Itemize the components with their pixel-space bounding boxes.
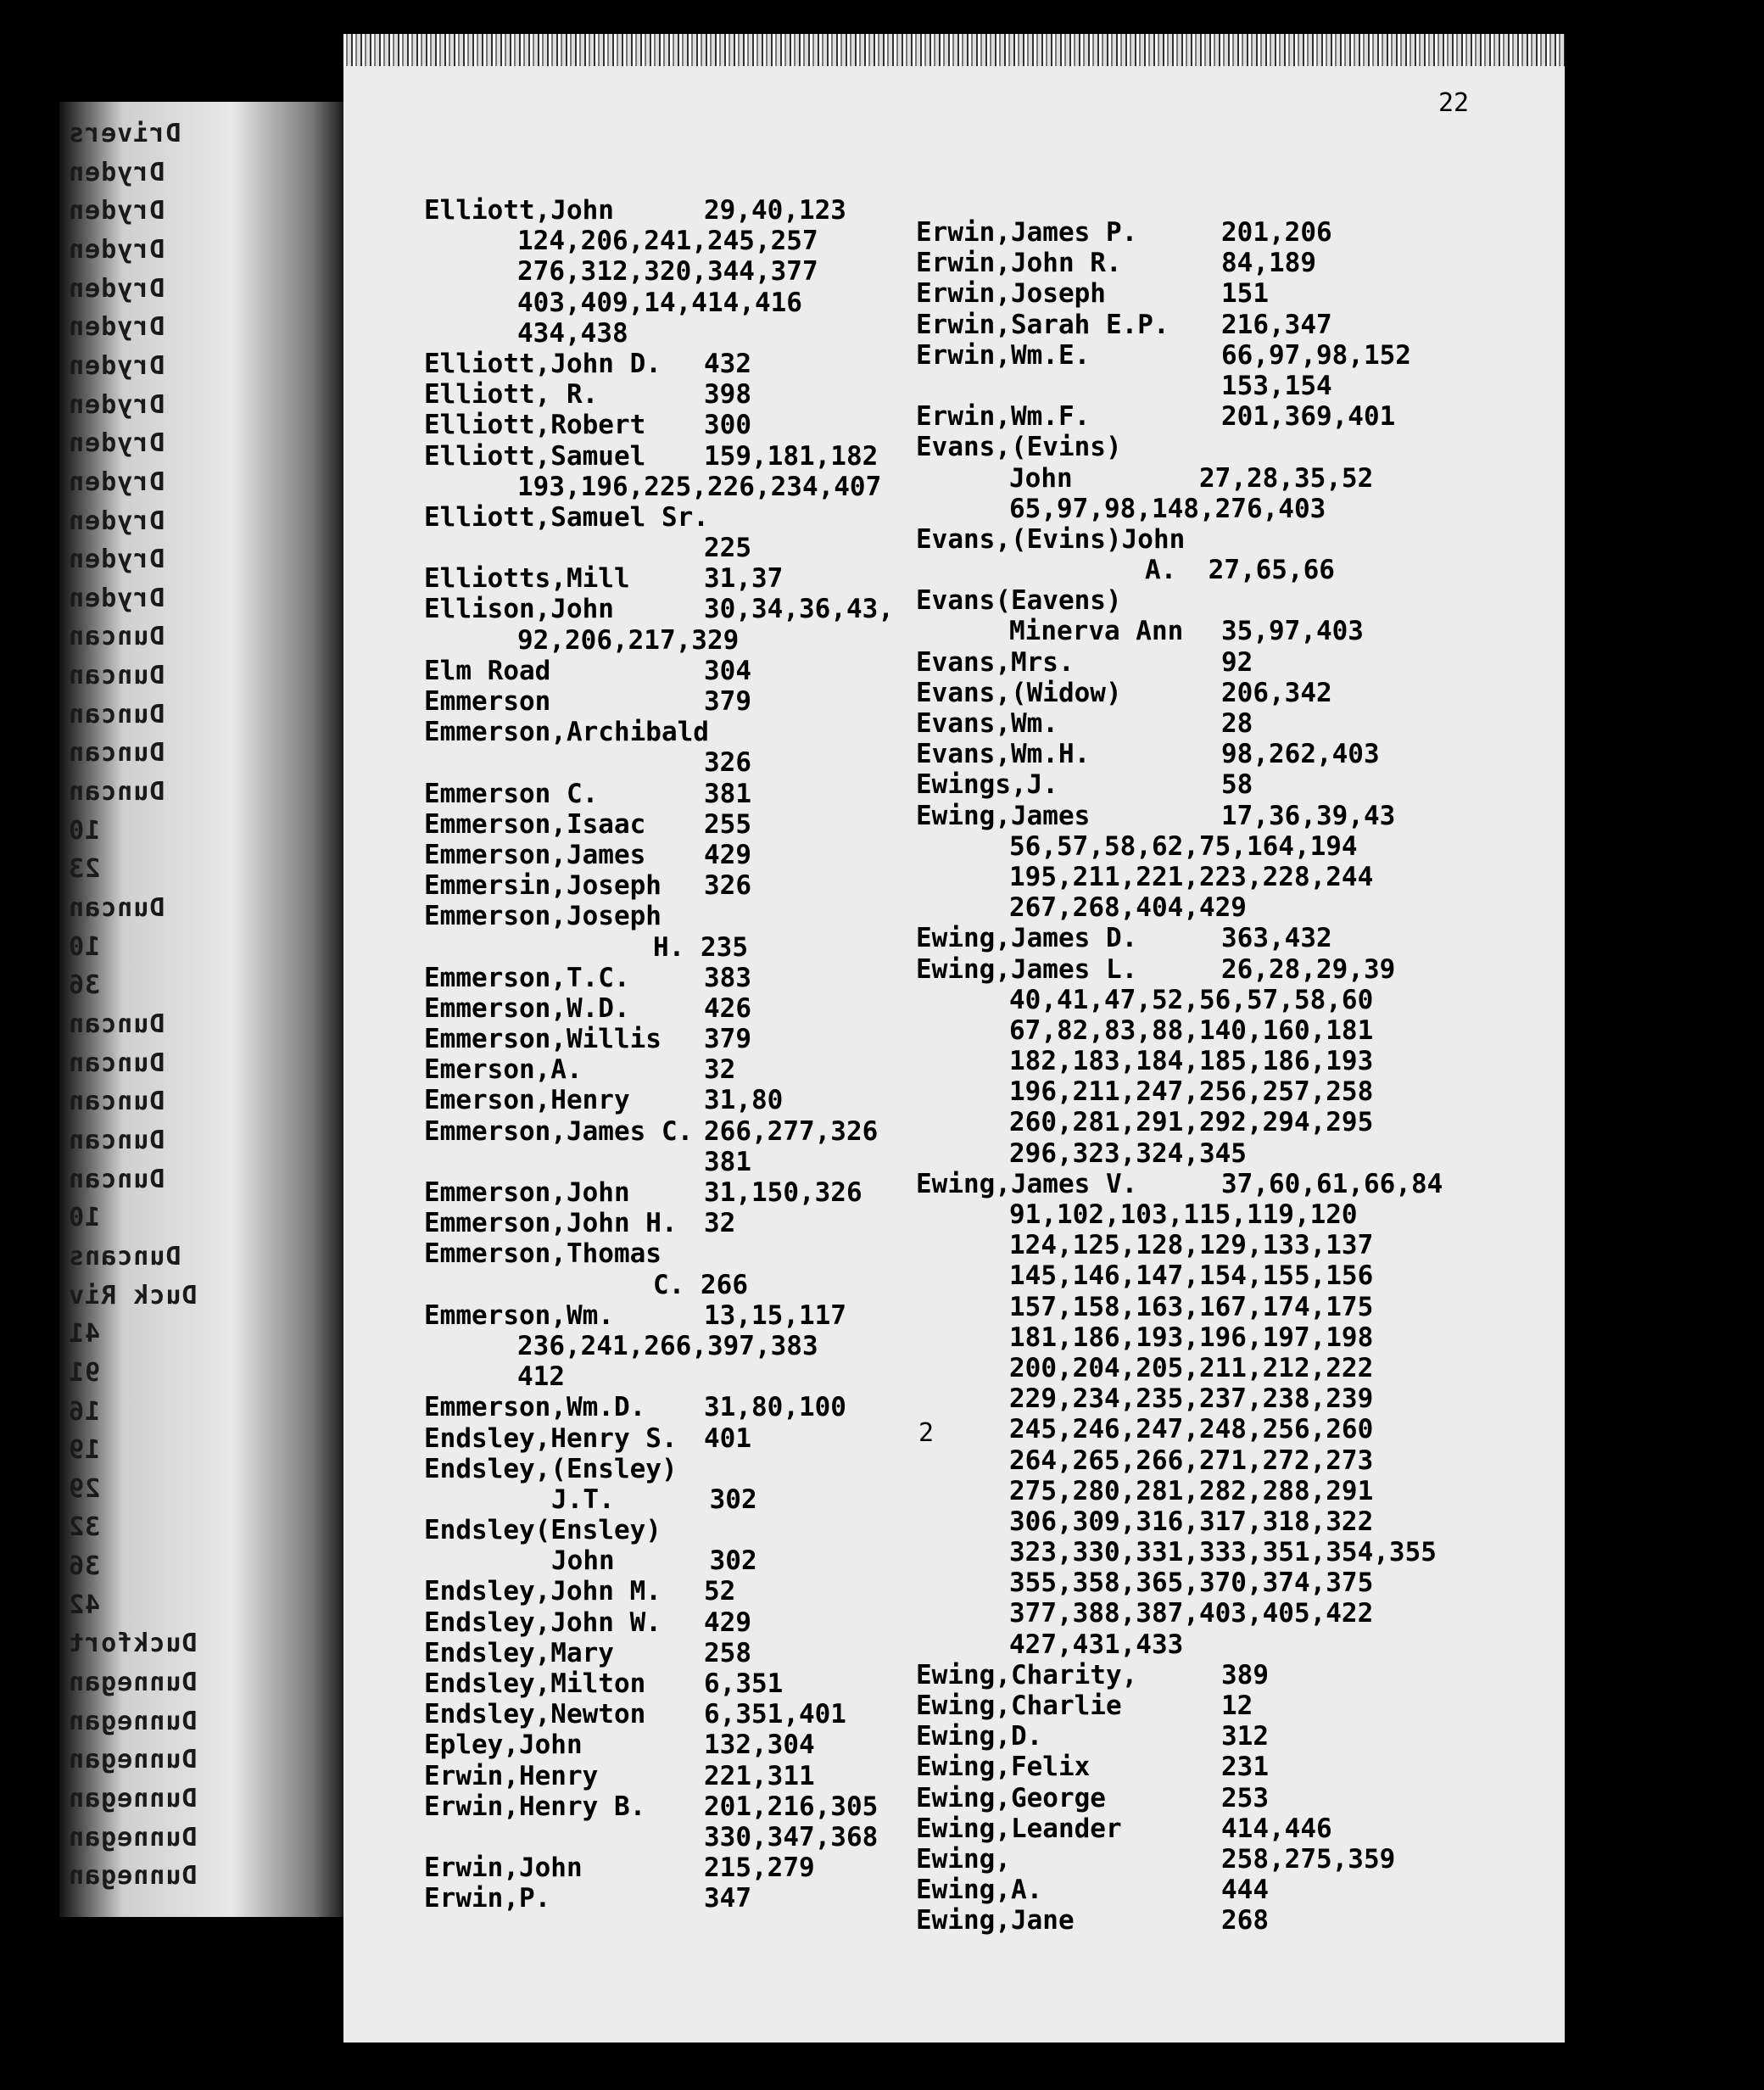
- entry-name: Evans,Wm.: [916, 708, 1058, 739]
- bleed-through-text: Dunnegan: [68, 1745, 198, 1775]
- entry-continuation: John 302: [551, 1545, 757, 1577]
- entry-name: Endsley,Mary: [424, 1637, 614, 1668]
- entry-name: Emmerson,Isaac: [424, 808, 646, 840]
- bleed-through-text: Duncan: [68, 1125, 165, 1155]
- bleed-through-text: 23: [68, 854, 101, 885]
- bleed-through-text: 10: [68, 931, 101, 962]
- entry-name: Ewing,George: [916, 1782, 1106, 1813]
- entry-pages: 92: [1221, 646, 1253, 678]
- entry-pages: 151: [1221, 278, 1269, 310]
- entry-name: Emerson,Henry: [424, 1085, 630, 1116]
- entry-pages: 258: [704, 1637, 751, 1668]
- entry-continuation: 56,57,58,62,75,164,194: [1009, 830, 1358, 862]
- bleed-through-text: 19: [68, 1435, 101, 1466]
- bleed-through-text: 36: [68, 970, 101, 1001]
- entry-pages: 330,347,368: [704, 1821, 879, 1852]
- entry-pages: 201,206: [1221, 217, 1332, 248]
- entry-pages: 426: [704, 992, 751, 1024]
- entry-pages: 201,369,401: [1221, 401, 1396, 433]
- entry-name: Endsley(Ensley): [424, 1515, 662, 1546]
- entry-name: Endsley,John M.: [424, 1576, 662, 1607]
- entry-name: Emmerson,T.C.: [424, 962, 630, 993]
- bleed-through-text: Dunnegan: [68, 1706, 198, 1736]
- entry-pages: 225: [704, 533, 751, 564]
- entry-pages: 13,15,117: [704, 1299, 846, 1331]
- entry-pages: 84,189: [1221, 248, 1316, 279]
- entry-name: Evans,(Evins): [916, 432, 1122, 463]
- entry-name: Emmersin,Joseph: [424, 870, 662, 902]
- entry-pages: 312: [1221, 1721, 1269, 1752]
- entry-continuation: 40,41,47,52,56,57,58,60: [1009, 984, 1374, 1015]
- entry-pages: 379: [704, 1024, 751, 1055]
- entry-continuation: 377,388,387,403,405,422: [1009, 1598, 1374, 1629]
- entry-name: Endsley,Henry S.: [424, 1422, 678, 1454]
- entry-continuation: 236,241,266,397,383: [517, 1330, 818, 1361]
- entry-name: Ewing,A.: [916, 1875, 1043, 1906]
- entry-pages: 389: [1221, 1659, 1269, 1690]
- bleed-through-text: Dunnegan: [68, 1784, 198, 1814]
- entry-pages: 32: [704, 1054, 736, 1086]
- entry-continuation: 412: [517, 1361, 565, 1393]
- entry-name: Erwin,Sarah E.P.: [916, 309, 1169, 340]
- entry-pages: 6,351: [704, 1668, 784, 1699]
- entry-continuation: 193,196,225,226,234,407: [517, 471, 882, 502]
- entry-name: Erwin,Joseph: [916, 278, 1106, 310]
- entry-continuation: Minerva Ann: [1009, 616, 1184, 647]
- bleed-through-text: Drivers: [68, 119, 181, 148]
- entry-pages: 216,347: [1221, 309, 1332, 340]
- bleed-through-text: Dryden: [68, 273, 165, 304]
- bleed-through-text: Dunnegan: [68, 1822, 198, 1852]
- entry-name: Evans,Wm.H.: [916, 739, 1091, 770]
- entry-continuation: 276,312,320,344,377: [517, 256, 818, 288]
- entry-name: Evans,Mrs.: [916, 646, 1075, 678]
- entry-continuation: 306,309,316,317,318,322: [1009, 1506, 1374, 1537]
- entry-pages: 215,279: [704, 1852, 815, 1884]
- entry-continuation: J.T. 302: [551, 1484, 757, 1515]
- entry-name: Emmerson,John: [424, 1177, 630, 1208]
- bleed-through-text: Dryden: [68, 234, 165, 265]
- bleed-through-text: 16: [68, 1396, 101, 1427]
- entry-pages: 258,275,359: [1221, 1843, 1396, 1875]
- entry-name: Erwin,Wm.F.: [916, 401, 1091, 433]
- bleed-through-text: Dryden: [68, 157, 165, 187]
- entry-continuation: A. 27,65,66: [1145, 555, 1335, 586]
- entry-name: Endsley,Newton: [424, 1699, 646, 1730]
- entry-continuation: 267,268,404,429: [1009, 892, 1247, 924]
- entry-name: Endsley,Milton: [424, 1668, 646, 1699]
- bleed-through-text: Duncan: [68, 1048, 165, 1078]
- bleed-through-text: 42: [68, 1590, 101, 1620]
- bleed-through-text: Dryden: [68, 545, 165, 575]
- bleed-through-text: 32: [68, 1512, 101, 1543]
- entry-name: Ewing,Charlie: [916, 1690, 1122, 1721]
- facing-page-bleed-through: [59, 102, 348, 1917]
- entry-name: Ewing,Jane: [916, 1905, 1075, 1936]
- entry-continuation: 196,211,247,256,257,258: [1009, 1076, 1374, 1108]
- entry-name: Ewings,J.: [916, 769, 1058, 801]
- bleed-through-text: 10: [68, 815, 101, 846]
- entry-name: Elliotts,Mill: [424, 563, 630, 595]
- entry-pages: 429: [704, 1607, 751, 1638]
- entry-pages: 304: [704, 655, 751, 686]
- entry-pages: 401: [704, 1422, 751, 1454]
- bleed-through-text: Dunnegan: [68, 1861, 198, 1892]
- entry-name: Erwin,John: [424, 1852, 583, 1884]
- entry-continuation: 245,246,247,248,256,260: [1009, 1414, 1374, 1445]
- entry-name: Erwin,James P.: [916, 217, 1138, 248]
- entry-name: Emmerson,Thomas: [424, 1238, 662, 1270]
- entry-name: Emmerson: [424, 686, 551, 717]
- entry-pages: 268: [1221, 1905, 1269, 1936]
- bleed-through-text: Duncan: [68, 699, 165, 729]
- entry-name: Emmerson,Wm.: [424, 1299, 614, 1331]
- entry-continuation: John 27,28,35,52: [1009, 462, 1374, 494]
- entry-continuation: 124,125,128,129,133,137: [1009, 1230, 1374, 1261]
- bleed-through-text: 36: [68, 1551, 101, 1582]
- entry-pages: 30,34,36,43,: [704, 594, 894, 625]
- entry-name: Elliott,Samuel: [424, 440, 646, 472]
- bleed-through-text: Dryden: [68, 350, 165, 381]
- entry-pages: 347: [704, 1883, 751, 1914]
- entry-name: Endsley,John W.: [424, 1607, 662, 1638]
- entry-pages: 6,351,401: [704, 1699, 846, 1730]
- entry-pages: 35,97,403: [1221, 616, 1364, 647]
- entry-name: Emmerson,Archibald: [424, 717, 709, 748]
- entry-name: Ellison,John: [424, 594, 614, 625]
- bleed-through-text: Dunnegan: [68, 1668, 198, 1698]
- entry-continuation: 296,323,324,345: [1009, 1137, 1247, 1169]
- entry-continuation: 323,330,331,333,351,354,355: [1009, 1537, 1437, 1568]
- entry-pages: 266,277,326: [704, 1115, 879, 1147]
- page-number: 22: [1438, 88, 1470, 118]
- entry-pages: 429: [704, 839, 751, 870]
- entry-name: Emmerson,John H.: [424, 1208, 678, 1239]
- entry-pages: 381: [704, 1146, 751, 1177]
- bleed-through-text: Duncan: [68, 1087, 165, 1117]
- entry-continuation: 181,186,193,196,197,198: [1009, 1322, 1374, 1353]
- entry-pages: 300: [704, 410, 751, 441]
- bleed-through-text: Dryden: [68, 583, 165, 613]
- entry-pages: 253: [1221, 1782, 1269, 1813]
- entry-pages: 432: [704, 348, 751, 379]
- entry-pages: 444: [1221, 1875, 1269, 1906]
- entry-pages: 12: [1221, 1690, 1253, 1721]
- entry-name: Elm Road: [424, 655, 551, 686]
- bleed-through-text: 41: [68, 1319, 101, 1350]
- entry-pages: 414,446: [1221, 1813, 1332, 1844]
- entry-name: Elliott,Robert: [424, 410, 646, 441]
- bleed-through-text: Dryden: [68, 196, 165, 226]
- bleed-through-text: Dryden: [68, 506, 165, 536]
- entry-name: Emmerson,James: [424, 839, 646, 870]
- bleed-through-text: Duncan: [68, 738, 165, 768]
- entry-name: Emmerson,Willis: [424, 1024, 662, 1055]
- entry-continuation: 403,409,14,414,416: [517, 287, 802, 318]
- bleed-through-text: Duckfort: [68, 1629, 198, 1659]
- bleed-through-text: Duncan: [68, 1009, 165, 1039]
- entry-pages: 31,80: [704, 1085, 784, 1116]
- entry-pages: 159,181,182: [704, 440, 879, 472]
- entry-pages: 52: [704, 1576, 736, 1607]
- entry-continuation: 260,281,291,292,294,295: [1009, 1107, 1374, 1138]
- entry-continuation: 434,438: [517, 317, 628, 349]
- entry-pages: 28: [1221, 708, 1253, 739]
- entry-continuation: 124,206,241,245,257: [517, 226, 818, 257]
- entry-name: Evans(Eavens): [916, 585, 1122, 617]
- entry-pages: 26,28,29,39: [1221, 953, 1396, 985]
- entry-continuation: 67,82,83,88,140,160,181: [1009, 1014, 1374, 1046]
- entry-pages: 32: [704, 1208, 736, 1239]
- entry-name: Evans,(Widow): [916, 677, 1122, 708]
- entry-name: Ewing,Charity,: [916, 1659, 1138, 1690]
- entry-pages: 132,304: [704, 1730, 815, 1761]
- entry-pages: 153,154: [1221, 370, 1332, 401]
- entry-continuation: 157,158,163,167,174,175: [1009, 1291, 1374, 1322]
- entry-name: Elliott,Samuel Sr.: [424, 501, 709, 533]
- entry-name: Ewing,James: [916, 800, 1091, 831]
- bleed-through-text: 10: [68, 1203, 101, 1233]
- entry-name: Erwin,John R.: [916, 248, 1122, 279]
- entry-pages: 381: [704, 778, 751, 809]
- entry-continuation: C. 266: [653, 1269, 748, 1300]
- entry-name: Ewing,James V.: [916, 1168, 1138, 1199]
- bleed-through-text: Duncan: [68, 661, 165, 691]
- entry-pages: 255: [704, 808, 751, 840]
- entry-name: Ewing,: [916, 1843, 1011, 1875]
- bleed-through-text: Dryden: [68, 312, 165, 343]
- entry-continuation: 182,183,184,185,186,193: [1009, 1046, 1374, 1077]
- bleed-through-text: Duncan: [68, 893, 165, 924]
- entry-name: Erwin,Henry B.: [424, 1791, 646, 1822]
- bleed-through-text: Duncan: [68, 1164, 165, 1194]
- entry-name: Emmerson,W.D.: [424, 992, 630, 1024]
- entry-continuation: 427,431,433: [1009, 1629, 1184, 1660]
- entry-pages: 326: [704, 747, 751, 779]
- entry-pages: 201,216,305: [704, 1791, 879, 1822]
- entry-name: Ewing,Leander: [916, 1813, 1122, 1844]
- entry-continuation: H. 235: [653, 931, 748, 963]
- entry-name: Endsley,(Ensley): [424, 1453, 678, 1484]
- entry-pages: 221,311: [704, 1760, 815, 1791]
- entry-name: Ewing,D.: [916, 1721, 1043, 1752]
- entry-name: Erwin,Henry: [424, 1760, 599, 1791]
- entry-pages: 37,60,61,66,84: [1221, 1168, 1443, 1199]
- bleed-through-text: 29: [68, 1473, 101, 1504]
- entry-continuation: 355,358,365,370,374,375: [1009, 1568, 1374, 1599]
- entry-name: Ewing,James L.: [916, 953, 1138, 985]
- bleed-through-text: Duncan: [68, 777, 165, 808]
- entry-name: Elliott, R.: [424, 379, 599, 411]
- entry-pages: 398: [704, 379, 751, 411]
- margin-mark: 2: [918, 1418, 935, 1448]
- entry-pages: 58: [1221, 769, 1253, 801]
- entry-name: Emmerson,Joseph: [424, 901, 662, 932]
- entry-continuation: 145,146,147,154,155,156: [1009, 1260, 1374, 1292]
- entry-pages: 326: [704, 870, 751, 902]
- entry-pages: 206,342: [1221, 677, 1332, 708]
- bleed-through-text: Duncan: [68, 622, 165, 652]
- entry-continuation: 92,206,217,329: [517, 624, 740, 656]
- entry-pages: 29,40,123: [704, 195, 846, 226]
- entry-pages: 379: [704, 686, 751, 717]
- entry-pages: 363,432: [1221, 923, 1332, 954]
- entry-name: Emerson,A.: [424, 1054, 583, 1086]
- bleed-through-text: Dryden: [68, 467, 165, 497]
- bleed-through-text: Dryden: [68, 389, 165, 420]
- entry-name: Erwin,Wm.E.: [916, 339, 1091, 371]
- entry-pages: 31,150,326: [704, 1177, 862, 1208]
- entry-name: Emmerson C.: [424, 778, 599, 809]
- entry-continuation: 264,265,266,271,272,273: [1009, 1445, 1374, 1476]
- entry-name: Epley,John: [424, 1730, 583, 1761]
- bleed-through-text: Dryden: [68, 428, 165, 459]
- entry-name: Elliott,John D.: [424, 348, 662, 379]
- entry-continuation: 200,204,205,211,212,222: [1009, 1352, 1374, 1383]
- entry-pages: 383: [704, 962, 751, 993]
- entry-continuation: 229,234,235,237,238,239: [1009, 1383, 1374, 1415]
- entry-pages: 98,262,403: [1221, 739, 1380, 770]
- bleed-through-text: Duck Riv: [68, 1280, 198, 1310]
- entry-name: Erwin,P.: [424, 1883, 551, 1914]
- entry-pages: 66,97,98,152: [1221, 339, 1411, 371]
- entry-name: Evans,(Evins)John: [916, 523, 1186, 555]
- entry-continuation: 275,280,281,282,288,291: [1009, 1475, 1374, 1506]
- entry-name: Emmerson,Wm.D.: [424, 1392, 646, 1423]
- entry-continuation: 65,97,98,148,276,403: [1009, 493, 1326, 524]
- entry-pages: 31,37: [704, 563, 784, 595]
- bleed-through-text: Duncans: [68, 1241, 181, 1271]
- entry-continuation: 195,211,221,223,228,244: [1009, 861, 1374, 892]
- entry-name: Ewing,Felix: [916, 1752, 1091, 1783]
- entry-name: Elliott,John: [424, 195, 614, 226]
- bleed-through-text: 91: [68, 1357, 101, 1388]
- entry-pages: 231: [1221, 1752, 1269, 1783]
- entry-name: Ewing,James D.: [916, 923, 1138, 954]
- entry-continuation: 91,102,103,115,119,120: [1009, 1199, 1358, 1230]
- entry-pages: 17,36,39,43: [1221, 800, 1396, 831]
- entry-name: Emmerson,James C.: [424, 1115, 694, 1147]
- entry-pages: 31,80,100: [704, 1392, 846, 1423]
